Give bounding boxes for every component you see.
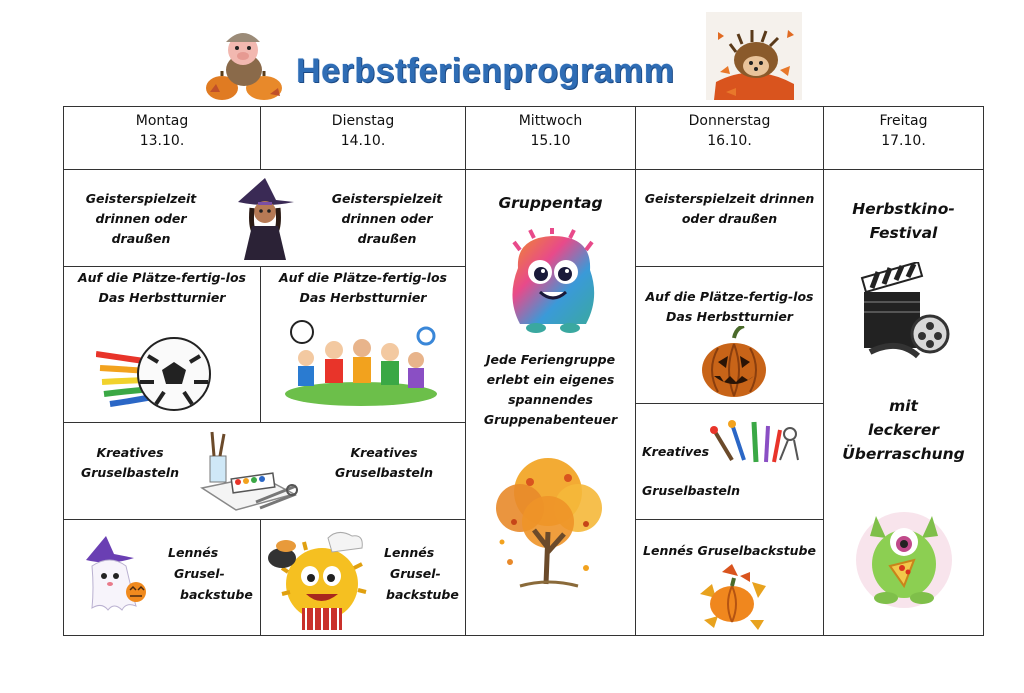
activity-label: Auf die Plätze-fertig-los — [77, 270, 246, 285]
activity-label: mit — [889, 397, 918, 415]
gruselbasteln-do: Gruselbasteln — [642, 483, 740, 498]
kreatives-do: Kreatives — [642, 444, 710, 459]
turnier-di — [262, 268, 464, 308]
activity-label: Das Herbstturnier — [299, 290, 427, 305]
day-header-dienstag — [260, 106, 466, 170]
soccer-ball-illustration — [96, 324, 216, 416]
geisterspielzeit-mo — [66, 189, 216, 249]
activity-label: Festival — [869, 224, 938, 242]
activity-label: leckerer — [867, 421, 940, 439]
activity-label: spannendes — [508, 392, 593, 407]
activity-label: backstube — [180, 587, 253, 602]
gruppentag-title: Gruppentag — [498, 194, 603, 212]
page-title: Herbstferienprogramm — [296, 52, 675, 90]
day-name: Freitag — [879, 113, 928, 129]
ueberraschung-text — [824, 394, 983, 466]
day-name: Dienstag — [331, 113, 395, 129]
day-name: Montag — [135, 113, 189, 129]
pig-pumpkin-illustration — [200, 22, 286, 102]
activity-label: Auf die Plätze-fertig-los — [645, 289, 814, 304]
activity-label: Das Herbstturnier — [98, 290, 226, 305]
day-date: 14.10. — [340, 133, 386, 149]
gruselbasteln-di — [322, 443, 446, 483]
witch-illustration — [232, 178, 298, 264]
film-clapper-illustration — [858, 262, 950, 362]
activity-label: Das Herbstturnier — [666, 309, 793, 324]
activity-label: backstube — [386, 587, 459, 602]
day-header-montag — [63, 106, 261, 170]
activity-label: Gruselbasteln — [81, 465, 179, 480]
autumn-tree-illustration — [490, 452, 608, 592]
activity-label: Kreatives — [96, 445, 164, 460]
kids-sports-illustration — [282, 318, 440, 408]
gruppentag-description — [466, 350, 635, 430]
activity-label: Kreatives — [350, 445, 418, 460]
activity-label: Gruselbasteln — [335, 465, 433, 480]
backstube-di — [372, 542, 464, 605]
geisterspielzeit-do — [636, 189, 823, 229]
pumpkin-lantern-illustration — [698, 326, 770, 400]
activity-label: oder draußen — [681, 211, 778, 226]
craft-supplies-illustration — [196, 430, 300, 516]
turnier-do — [636, 287, 823, 327]
day-date: 16.10. — [707, 133, 752, 149]
day-header-freitag — [823, 106, 984, 170]
day-date: 15.10 — [530, 133, 571, 149]
activity-label: Lennés — [168, 545, 219, 560]
activity-label: Jede Feriengruppe — [485, 352, 616, 367]
monster-chef-illustration — [266, 528, 376, 632]
activity-label: Lennés — [384, 545, 435, 560]
day-name: Donnerstag — [688, 113, 771, 129]
activity-label: Herbstkino- — [852, 200, 955, 218]
activity-label: Grusel- — [174, 566, 225, 581]
backstube-mo — [164, 542, 260, 605]
day-date: 13.10. — [139, 133, 185, 149]
activity-label: Gruppenabenteuer — [483, 412, 618, 427]
activity-label: Grusel- — [390, 566, 441, 581]
day-header-donnerstag — [635, 106, 824, 170]
fluffy-monster-illustration — [500, 228, 606, 336]
activity-label: drinnen oder draußen — [95, 211, 187, 246]
activity-label: Geisterspielzeit — [331, 191, 443, 206]
ghost-witch-hat-illustration — [80, 536, 152, 616]
activity-label: Geisterspielzeit — [85, 191, 197, 206]
day-name: Mittwoch — [518, 113, 583, 129]
green-monster-pizza-illustration — [852, 502, 956, 610]
activity-label: Geisterspielzeit drinnen — [644, 191, 815, 206]
turnier-mo — [64, 268, 260, 308]
paint-brushes-illustration — [710, 420, 800, 466]
activity-label: Auf die Plätze-fertig-los — [278, 270, 447, 285]
herbstkino-title — [824, 197, 983, 245]
activity-label: Überraschung — [842, 445, 965, 463]
backstube-do: Lennés Gruselbackstube — [643, 543, 816, 558]
day-header-mittwoch — [465, 106, 636, 170]
day-date: 17.10. — [881, 133, 926, 149]
activity-label: drinnen oder draußen — [341, 211, 433, 246]
pumpkin-leaves-illustration — [694, 564, 770, 630]
geisterspielzeit-di — [312, 189, 462, 249]
gruselbasteln-mo — [70, 443, 190, 483]
activity-label: erlebt ein eigenes — [486, 372, 615, 387]
hedgehog-leaves-illustration — [706, 12, 802, 100]
